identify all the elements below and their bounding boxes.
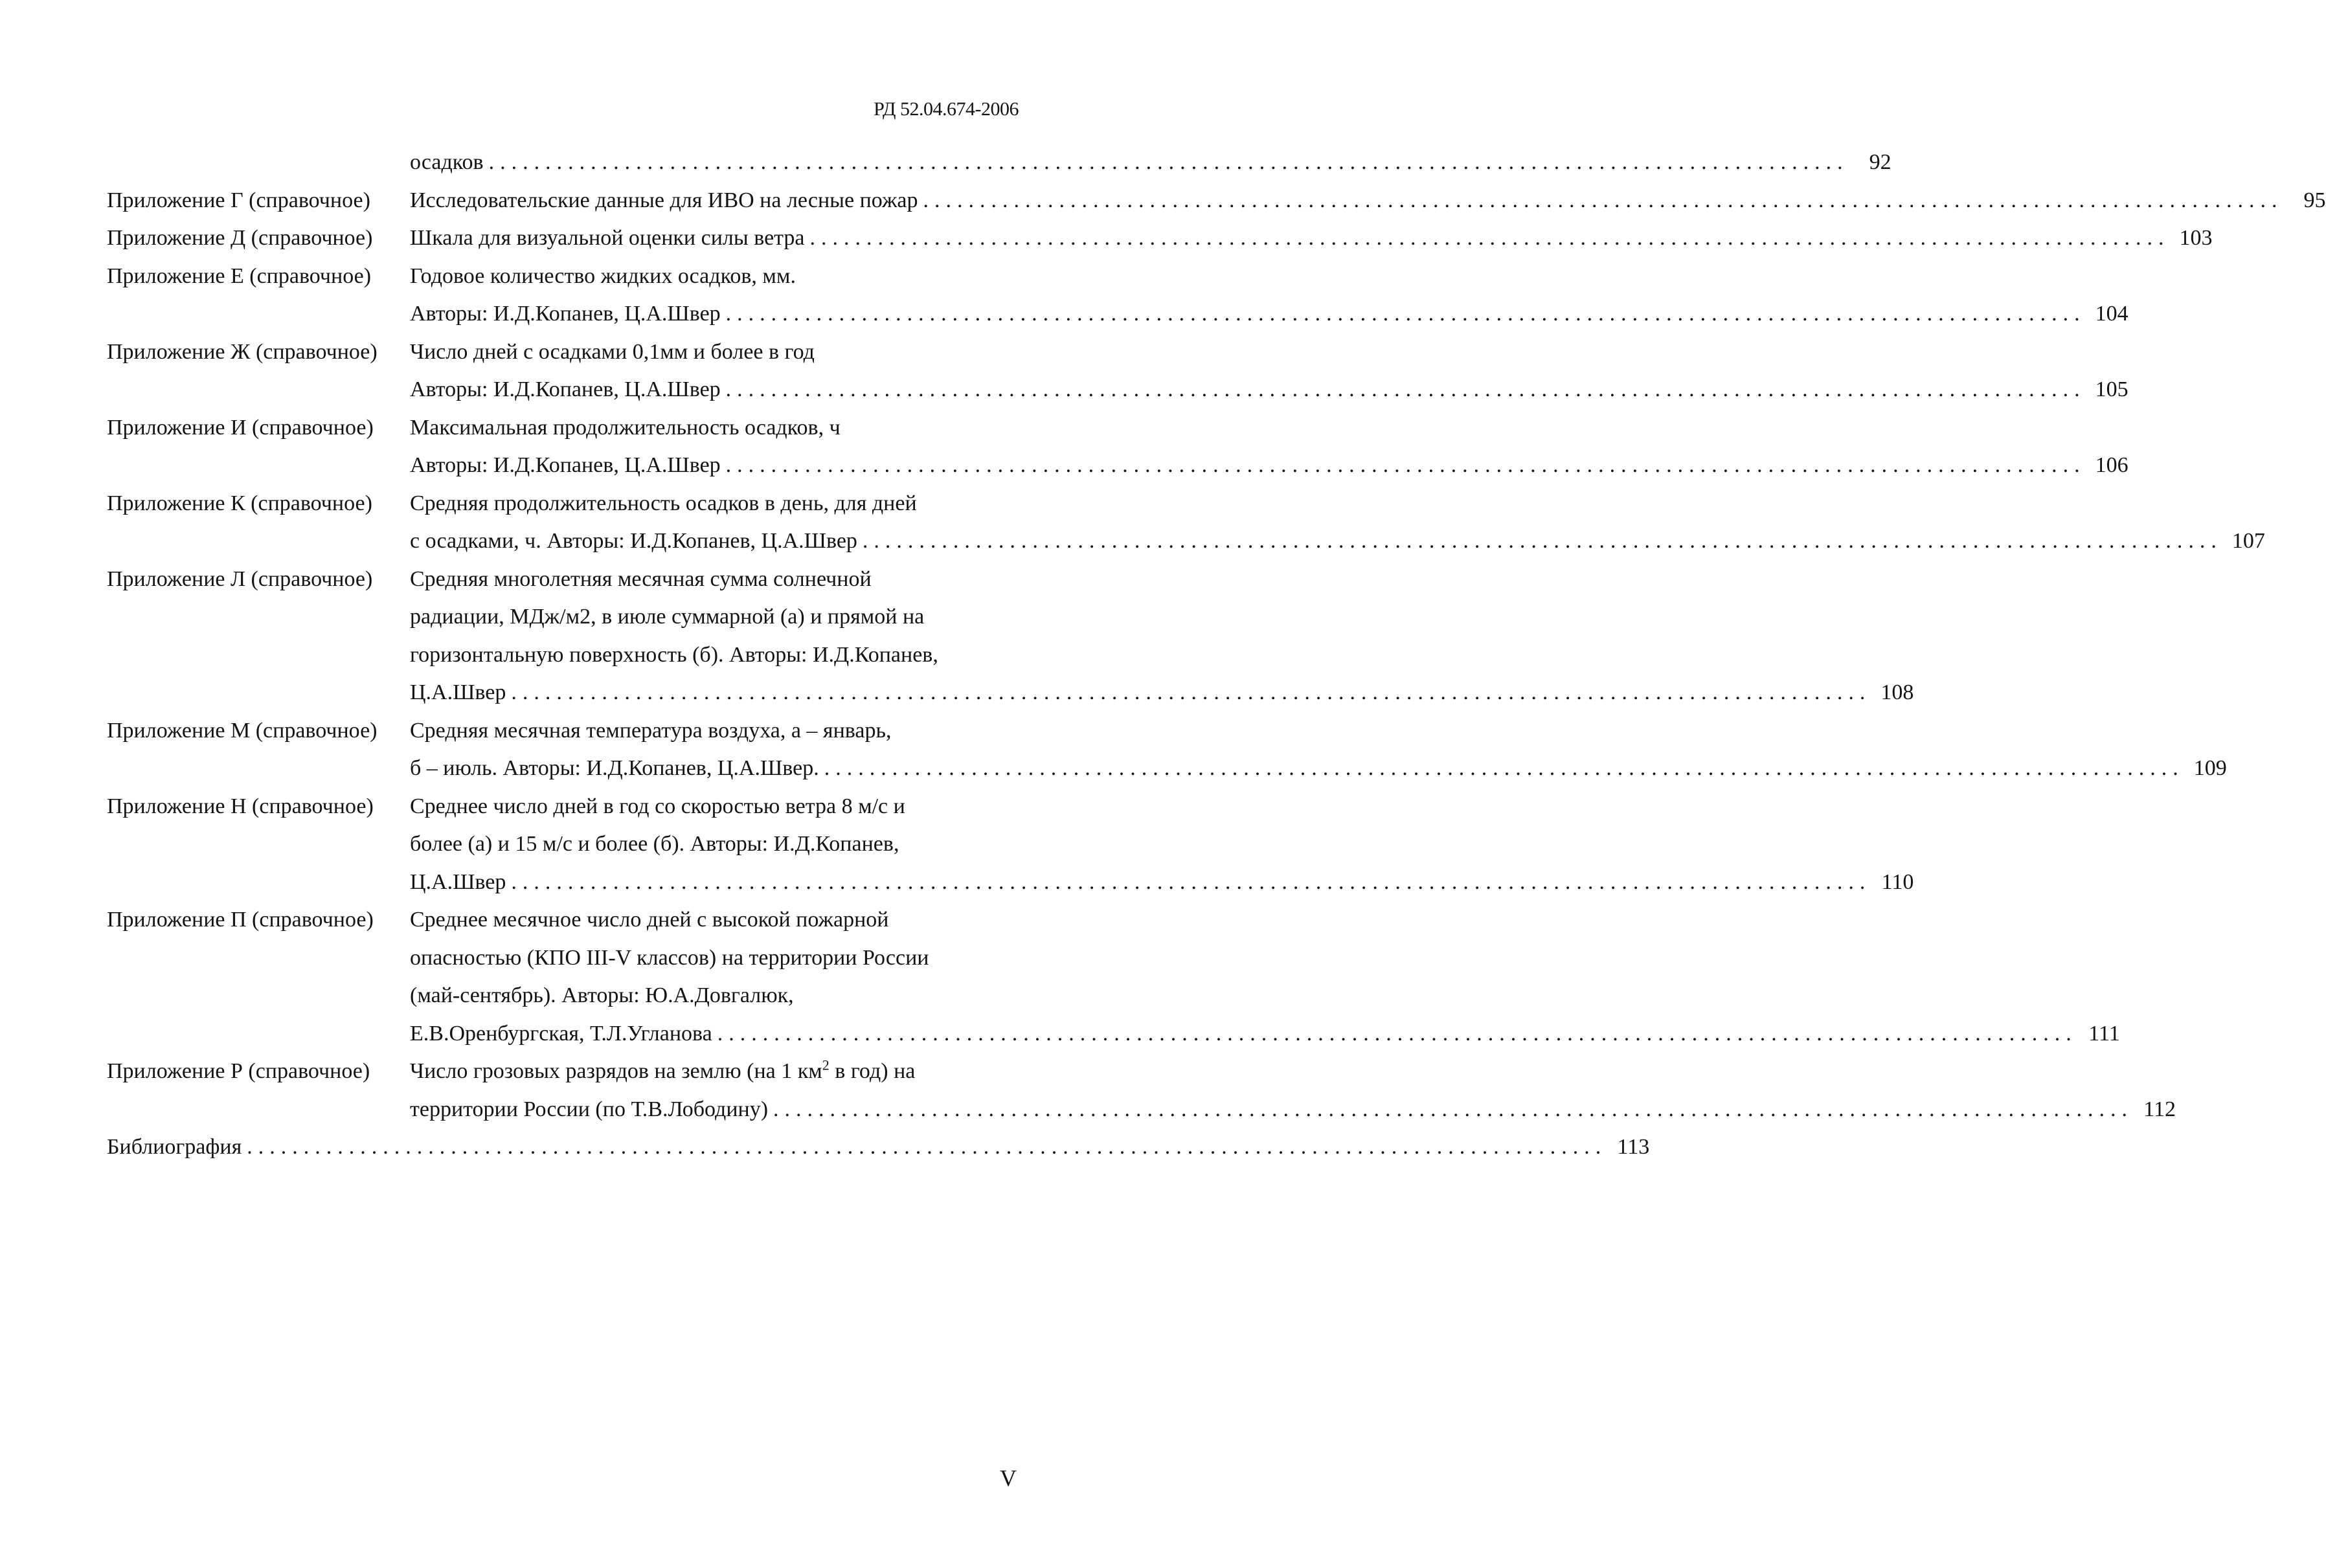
- dot-leader: ........................................................................................................................: [725, 453, 2086, 477]
- appendix-label: Приложение Л (справочное): [107, 566, 373, 591]
- toc-row: [107, 485, 1023, 523]
- toc-row: [107, 901, 1023, 939]
- toc-row: [107, 598, 1023, 636]
- dot-leader: ........................................................................................................................: [809, 226, 2170, 250]
- toc-row: [107, 1015, 2120, 1053]
- toc-row: [107, 409, 1023, 447]
- toc-page-number: 105: [2086, 371, 2128, 409]
- toc-row: [107, 522, 2265, 561]
- appendix-label: Приложение Н (справочное): [107, 794, 374, 818]
- appendix-label: Приложение К (справочное): [107, 491, 372, 515]
- toc-row: [107, 258, 1023, 296]
- toc-page-number: 112: [2133, 1091, 2176, 1129]
- toc-row: [107, 750, 2227, 788]
- toc-row: [107, 674, 1914, 712]
- toc-row: [107, 219, 2213, 258]
- toc-entry-text: Среднее месячное число дней с высокой пожарной: [410, 908, 889, 932]
- toc-entry-text: Исследовательские данные для ИВО на лесные пожар: [410, 188, 918, 212]
- toc-row: [107, 788, 1023, 826]
- toc-row: [107, 939, 1023, 978]
- page-number: V: [1000, 1465, 1017, 1491]
- toc-entry-text: Число дней с осадками 0,1мм и более в год: [410, 339, 815, 364]
- toc-entry-text: Средняя многолетняя месячная сумма солнечной: [410, 566, 872, 591]
- appendix-label: Приложение Р (справочное): [107, 1059, 370, 1083]
- appendix-label: Приложение П (справочное): [107, 908, 374, 932]
- toc-entry-text: радиации, МДж/м2, в июле суммарной (а) и прямой на: [410, 605, 925, 629]
- toc-entry-text: Максимальная продолжительность осадков, ч: [410, 415, 841, 440]
- toc-row: [107, 561, 1023, 599]
- toc-row: [107, 295, 2128, 333]
- dot-leader: ........................................................................................................................: [862, 529, 2222, 553]
- toc-entry-text: (май-сентябрь). Авторы: Ю.А.Довгалюк,: [410, 983, 794, 1007]
- toc-entry-text: Ц.А.Швер: [410, 869, 506, 894]
- toc-page-number: 107: [2222, 522, 2265, 561]
- dot-leader: ........................................................................................................................: [773, 1097, 2134, 1121]
- toc-entry-text: Библиография: [107, 1135, 242, 1159]
- dot-leader: ........................................................................................................................: [488, 150, 1849, 174]
- toc-entry-text: Число грозовых разрядов на землю (на 1 $км^2$ в год) на: [410, 1057, 916, 1083]
- toc-entry-text: Авторы: И.Д.Копанев, Ц.А.Швер: [410, 453, 721, 477]
- toc-entry-text: Средняя месячная температура воздуха, а – январь,: [410, 718, 892, 743]
- appendix-label: Приложение Г (справочное): [107, 188, 370, 212]
- toc-entry-text: осадков: [410, 150, 484, 174]
- toc-entry-text: горизонтальную поверхность (б). Авторы: И.Д.Копанев,: [410, 642, 938, 667]
- toc-entry-text: б – июль. Авторы: И.Д.Копанев, Ц.А.Швер.: [410, 756, 819, 780]
- appendix-label: Приложение Ж (справочное): [107, 339, 378, 364]
- toc-entry-text: Е.В.Оренбургская, Т.Л.Угланова: [410, 1021, 712, 1046]
- toc-row: [107, 864, 1914, 902]
- appendix-label: Приложение И (справочное): [107, 415, 374, 440]
- toc-entry-text: более (а) и 15 м/с и более (б). Авторы: И.Д.Копанев,: [410, 832, 899, 856]
- toc-entry-text: Авторы: И.Д.Копанев, Ц.А.Швер: [410, 302, 721, 326]
- dot-leader: ........................................................................................................................: [717, 1021, 2077, 1046]
- toc-row: [107, 182, 2326, 220]
- toc-page-number: 95: [2283, 182, 2326, 220]
- toc-row: [107, 1091, 2176, 1129]
- document-code: РД 52.04.674-2006: [874, 98, 1019, 120]
- toc-row: [107, 333, 1023, 372]
- toc-entry-text: территории России (по Т.В.Лободину): [410, 1097, 769, 1121]
- toc-entry-text: Годовое количество жидких осадков, мм.: [410, 263, 796, 288]
- toc-page-number: 110: [1871, 864, 1914, 902]
- toc-row: [107, 371, 2128, 409]
- toc-entry-text: Авторы: И.Д.Копанев, Ц.А.Швер: [410, 377, 721, 401]
- toc-entry-text: Ц.А.Швер: [410, 680, 506, 704]
- toc-page-number: 104: [2086, 295, 2128, 333]
- appendix-label: Приложение Е (справочное): [107, 263, 372, 288]
- toc-page-number: 109: [2184, 750, 2227, 788]
- dot-leader: ........................................................................................................................: [247, 1135, 1607, 1159]
- toc-entry-text: Средняя продолжительность осадков в день, для дней: [410, 491, 917, 515]
- toc-entry-text: с осадками, ч. Авторы: И.Д.Копанев, Ц.А.Швер: [410, 529, 857, 553]
- toc-entry-text: Шкала для визуальной оценки силы ветра: [410, 226, 805, 250]
- toc-row-bibliography: [107, 1128, 1650, 1167]
- toc-row: [107, 977, 1023, 1015]
- dot-leader: ........................................................................................................................: [824, 756, 2184, 780]
- dot-leader: ........................................................................................................................: [923, 188, 2283, 212]
- toc-page-number: 92: [1849, 144, 1891, 182]
- appendix-label: Приложение Д (справочное): [107, 226, 373, 250]
- toc-page-number: 108: [1871, 674, 1914, 712]
- superscript: 2: [822, 1057, 830, 1073]
- table-of-contents: [107, 144, 2326, 1167]
- dot-leader: ........................................................................................................................: [511, 680, 1871, 704]
- toc-page-number: 113: [1607, 1128, 1649, 1167]
- toc-row: [107, 1053, 1023, 1091]
- toc-row: [107, 144, 1891, 182]
- toc-page-number: 103: [2170, 219, 2213, 258]
- toc-row: [107, 712, 1023, 750]
- dot-leader: ........................................................................................................................: [725, 377, 2086, 401]
- toc-page-number: 106: [2086, 447, 2128, 485]
- toc-page-number: 111: [2077, 1015, 2120, 1053]
- toc-row: [107, 636, 1023, 675]
- toc-entry-text: Среднее число дней в год со скоростью ветра 8 м/с и: [410, 794, 905, 818]
- appendix-label: Приложение М (справочное): [107, 718, 378, 743]
- toc-row: [107, 825, 1023, 864]
- dot-leader: ........................................................................................................................: [511, 869, 1871, 894]
- toc-row: [107, 447, 2128, 485]
- toc-entry-text: опасностью (КПО III-V классов) на территории России: [410, 945, 929, 970]
- dot-leader: ........................................................................................................................: [725, 302, 2086, 326]
